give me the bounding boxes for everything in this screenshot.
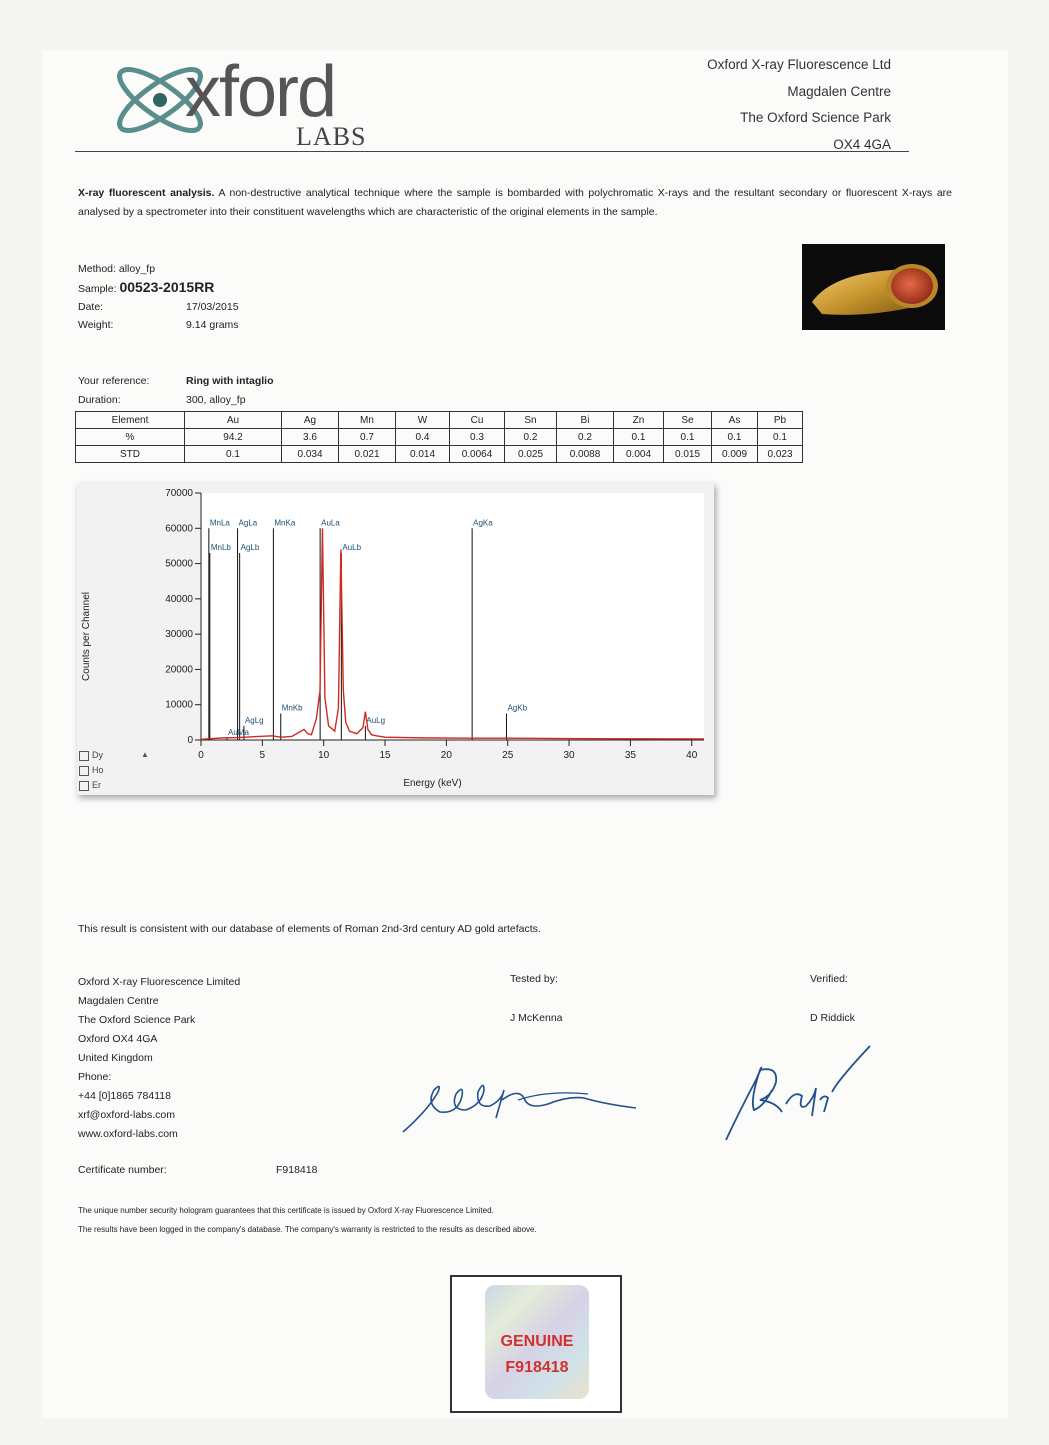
contact-phone: +44 [0]1865 784118: [78, 1090, 171, 1102]
element-checkbox-label: Ho: [92, 765, 104, 775]
y-tick-label: 60000: [165, 523, 193, 535]
header-divider: [75, 151, 909, 152]
table-cell: Bi: [557, 412, 614, 429]
sample-label: Sample:: [78, 283, 117, 295]
company-address: [707, 52, 891, 158]
logo-wordmark: xford: [185, 52, 336, 132]
composition-table: [75, 411, 803, 463]
table-cell: 0.034: [282, 446, 339, 463]
y-tick-label: 40000: [165, 593, 193, 605]
spectrum-chart-panel: [77, 483, 714, 795]
table-cell: Cu: [450, 412, 505, 429]
marker-label-auma: AuMa: [228, 728, 249, 738]
marker-label-aula: AuLa: [321, 518, 340, 528]
table-cell: 0.009: [712, 446, 758, 463]
y-tick-label: 70000: [165, 488, 193, 499]
table-cell: %: [76, 429, 185, 446]
tested-by-name: J McKenna: [510, 1012, 563, 1024]
sample-line: [78, 279, 214, 295]
date-label: Date:: [78, 301, 104, 313]
x-tick-label: 30: [563, 750, 575, 761]
marker-label-aglg: AgLg: [244, 715, 264, 725]
reference-label: Your reference:: [78, 375, 150, 387]
x-tick-label: 20: [440, 750, 452, 761]
ring-image: [802, 244, 945, 330]
contact-email[interactable]: xrf@oxford-labs.com: [78, 1109, 176, 1121]
signature-verifier: [720, 1040, 880, 1145]
y-tick-label: 20000: [165, 664, 193, 676]
table-cell: W: [396, 412, 450, 429]
fine-print: The results have been logged in the company's database. The company's warranty is restricted to the results as described above.: [78, 1225, 537, 1234]
signature-tester: [398, 1070, 643, 1140]
table-cell: Zn: [614, 412, 664, 429]
x-axis-label: Energy (keV): [403, 778, 462, 789]
table-cell: Mn: [339, 412, 396, 429]
logo-labs: LABS: [296, 122, 367, 151]
x-tick-label: 5: [259, 750, 266, 761]
contact-line: Magdalen Centre: [78, 995, 159, 1007]
marker-label-aulg: AuLg: [366, 715, 386, 725]
y-tick-label: 30000: [165, 629, 193, 641]
table-cell: 0.015: [664, 446, 712, 463]
table-cell: 0.025: [505, 446, 557, 463]
marker-label-aulb: AuLb: [342, 542, 362, 552]
certificate-number-label: Certificate number:: [78, 1164, 167, 1176]
table-cell: 0.1: [664, 429, 712, 446]
certificate-number-value: F918418: [276, 1164, 318, 1176]
table-cell: Se: [664, 412, 712, 429]
contact-line: United Kingdom: [78, 1052, 153, 1064]
weight-label: Weight:: [78, 319, 114, 331]
reference-value: Ring with intaglio: [186, 375, 274, 387]
address-line: Oxford X-ray Fluorescence Ltd: [707, 57, 891, 72]
x-tick-label: 15: [379, 750, 391, 761]
table-cell: Sn: [505, 412, 557, 429]
weight-value: 9.14 grams: [186, 319, 239, 331]
duration-label: Duration:: [78, 394, 121, 406]
marker-label-mnkb: MnKb: [281, 703, 303, 713]
table-row: [76, 429, 803, 446]
oxford-labs-logo: [100, 52, 390, 152]
x-tick-label: 0: [198, 750, 204, 761]
table-cell: 94.2: [185, 429, 282, 446]
marker-label-mnlb: MnLb: [210, 542, 231, 552]
contact-line: Oxford X-ray Fluorescence Limited: [78, 976, 241, 988]
method-line: Method: alloy_fp: [78, 263, 156, 275]
table-cell: 0.7: [339, 429, 396, 446]
element-checkbox-label: Er: [92, 780, 101, 790]
table-cell: As: [712, 412, 758, 429]
duration-value: 300, alloy_fp: [186, 394, 246, 406]
x-tick-label: 25: [502, 750, 514, 761]
table-cell: 0.4: [396, 429, 450, 446]
security-hologram: [450, 1275, 622, 1413]
table-cell: 0.1: [185, 446, 282, 463]
ring-photo: [802, 244, 945, 330]
plot-area: [201, 493, 704, 740]
verified-name: D Riddick: [810, 1012, 855, 1024]
address-line: OX4 4GA: [833, 136, 891, 152]
tested-by-label: Tested by:: [510, 973, 558, 985]
y-tick-label: 10000: [165, 699, 193, 711]
fine-print: The unique number security hologram guarantees that this certificate is issued by Oxford X-ray Fluorescence Limited.: [78, 1206, 494, 1215]
hologram-genuine-text: GENUINE: [500, 1333, 574, 1350]
contact-line: Oxford OX4 4GA: [78, 1033, 158, 1045]
hologram-serial: F918418: [505, 1359, 569, 1376]
marker-label-mnka: MnKa: [274, 518, 296, 528]
y-tick-label: 0: [187, 735, 193, 746]
table-cell: 0.023: [758, 446, 803, 463]
date-line: [78, 301, 239, 313]
marker-label-aglb: AgLb: [240, 542, 260, 552]
intro-text: A non-destructive analytical technique where the sample is bombarded with polychromatic X-rays and the resultant secondary or fluorescent X-rays are analysed by a spectrometer into their constituent wavelengths which are characteristic of the original elements in the sample.: [78, 187, 953, 218]
x-tick-label: 35: [624, 750, 636, 761]
hologram-sticker: [485, 1285, 589, 1399]
duration-line: [78, 394, 246, 406]
table-cell: 0.1: [758, 429, 803, 446]
table-cell: 0.2: [557, 429, 614, 446]
table-cell: 0.0088: [557, 446, 614, 463]
x-tick-label: 10: [318, 750, 330, 761]
y-axis-label: Counts per Channel: [81, 592, 92, 681]
table-header-row: [76, 412, 803, 429]
table-cell: 3.6: [282, 429, 339, 446]
address-line: Magdalen Centre: [787, 83, 891, 99]
table-cell: 0.3: [450, 429, 505, 446]
reference-line: [78, 375, 274, 387]
marker-label-agka: AgKa: [473, 518, 493, 528]
y-tick-label: 50000: [165, 558, 193, 570]
table-cell: 0.004: [614, 446, 664, 463]
marker-label-agla: AgLa: [238, 518, 258, 528]
table-cell: Ag: [282, 412, 339, 429]
table-cell: 0.1: [712, 429, 758, 446]
verified-label: Verified:: [810, 973, 848, 985]
contact-website[interactable]: www.oxford-labs.com: [78, 1128, 178, 1140]
intro-title: X-ray fluorescent analysis.: [78, 187, 215, 199]
weight-line: [78, 319, 239, 331]
element-checkbox-ho[interactable]: [79, 765, 104, 776]
date-value: 17/03/2015: [186, 301, 239, 313]
marker-label-agkb: AgKb: [507, 703, 528, 713]
element-checkbox-dy[interactable]: [79, 750, 103, 761]
marker-label-mnla: MnLa: [209, 518, 230, 528]
scroll-up-arrow-icon[interactable]: ▲: [141, 750, 149, 759]
table-cell: STD: [76, 446, 185, 463]
spectrum-chart: [77, 483, 714, 795]
x-tick-label: 40: [686, 750, 698, 761]
intro-paragraph: [78, 184, 952, 222]
conclusion-text: This result is consistent with our database of elements of Roman 2nd-3rd century AD gold artefacts.: [78, 923, 541, 935]
contact-block: [78, 973, 240, 1144]
table-cell: Au: [185, 412, 282, 429]
address-line: The Oxford Science Park: [740, 110, 891, 125]
element-checkbox-er[interactable]: [79, 780, 101, 791]
table-row: [76, 446, 803, 463]
table-cell: 0.1: [614, 429, 664, 446]
contact-line: The Oxford Science Park: [78, 1014, 196, 1026]
element-checkbox-label: Dy: [92, 750, 103, 760]
table-cell: 0.0064: [450, 446, 505, 463]
table-cell: 0.2: [505, 429, 557, 446]
table-cell: 0.014: [396, 446, 450, 463]
contact-line: Phone:: [78, 1071, 112, 1083]
table-cell: Pb: [758, 412, 803, 429]
table-cell: Element: [76, 412, 185, 429]
sample-value: 00523-2015RR: [119, 279, 215, 295]
table-cell: 0.021: [339, 446, 396, 463]
